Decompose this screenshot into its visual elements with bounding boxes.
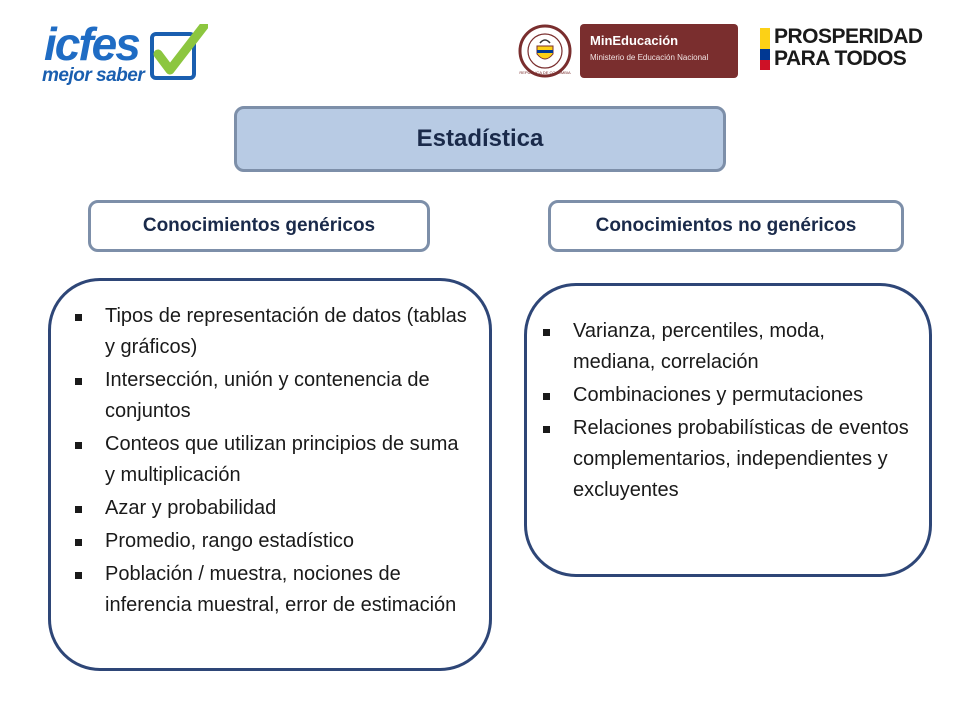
bullet-icon	[75, 442, 82, 449]
colombia-seal-logo	[518, 24, 572, 78]
bullet-icon	[75, 378, 82, 385]
list-item	[73, 301, 469, 363]
generic-knowledge-list	[73, 301, 469, 621]
diagram-title: Estadística	[234, 106, 726, 172]
list-item	[541, 413, 909, 506]
bullet-icon	[543, 329, 550, 336]
non-generic-knowledge-list-box	[524, 283, 932, 577]
list-item-text: Promedio, rango estadístico	[105, 530, 355, 552]
bullet-icon	[543, 393, 550, 400]
mineducacion-title: MinEducación	[590, 33, 679, 48]
list-item-text: Azar y probabilidad	[105, 497, 277, 519]
list-item	[73, 429, 469, 491]
generic-knowledge-heading: Conocimientos genéricos	[88, 200, 430, 252]
bullet-icon	[543, 426, 550, 433]
non-generic-knowledge-list	[541, 316, 909, 506]
icfes-logo-word: icfes	[44, 18, 139, 70]
list-item	[73, 493, 469, 524]
bullet-icon	[75, 539, 82, 546]
list-item-text: Conteos que utilizan principios de suma y multiplicación	[105, 433, 459, 486]
seal-arc-text: REPÚBLICA DE COLOMBIA	[519, 70, 571, 75]
prosperidad-text	[774, 26, 923, 70]
bullet-icon	[75, 314, 82, 321]
list-item	[541, 316, 909, 378]
prosperidad-logo	[760, 26, 930, 74]
bullet-icon	[75, 506, 82, 513]
checkmark-icon	[148, 24, 208, 82]
list-item-text: Relaciones probabilísticas de eventos complementarios, independientes y excluyentes	[573, 417, 909, 501]
list-item	[73, 526, 469, 557]
list-item	[541, 380, 909, 411]
generic-knowledge-list-box	[48, 278, 492, 671]
prosperidad-line-2: PARA TODOS	[774, 47, 907, 70]
list-item-text: Tipos de representación de datos (tablas y gráficos)	[105, 305, 467, 358]
list-item-text: Combinaciones y permutaciones	[573, 384, 864, 406]
colombia-flag-icon	[760, 28, 770, 70]
non-generic-knowledge-heading: Conocimientos no genéricos	[548, 200, 904, 252]
prosperidad-line-1: PROSPERIDAD	[774, 25, 923, 48]
icfes-logo-tagline: mejor saber	[42, 65, 145, 86]
list-item-text: Población / muestra, nociones de inferencia muestral, error de estimación	[105, 563, 457, 616]
list-item-text: Varianza, percentiles, moda, mediana, correlación	[573, 320, 825, 373]
list-item-text: Intersección, unión y contenencia de conjuntos	[105, 369, 430, 422]
list-item	[73, 559, 469, 621]
icfes-logo	[40, 18, 210, 86]
list-item	[73, 365, 469, 427]
mineducacion-subtitle: Ministerio de Educación Nacional	[590, 53, 709, 62]
bullet-icon	[75, 572, 82, 579]
mineducacion-logo	[580, 24, 738, 78]
